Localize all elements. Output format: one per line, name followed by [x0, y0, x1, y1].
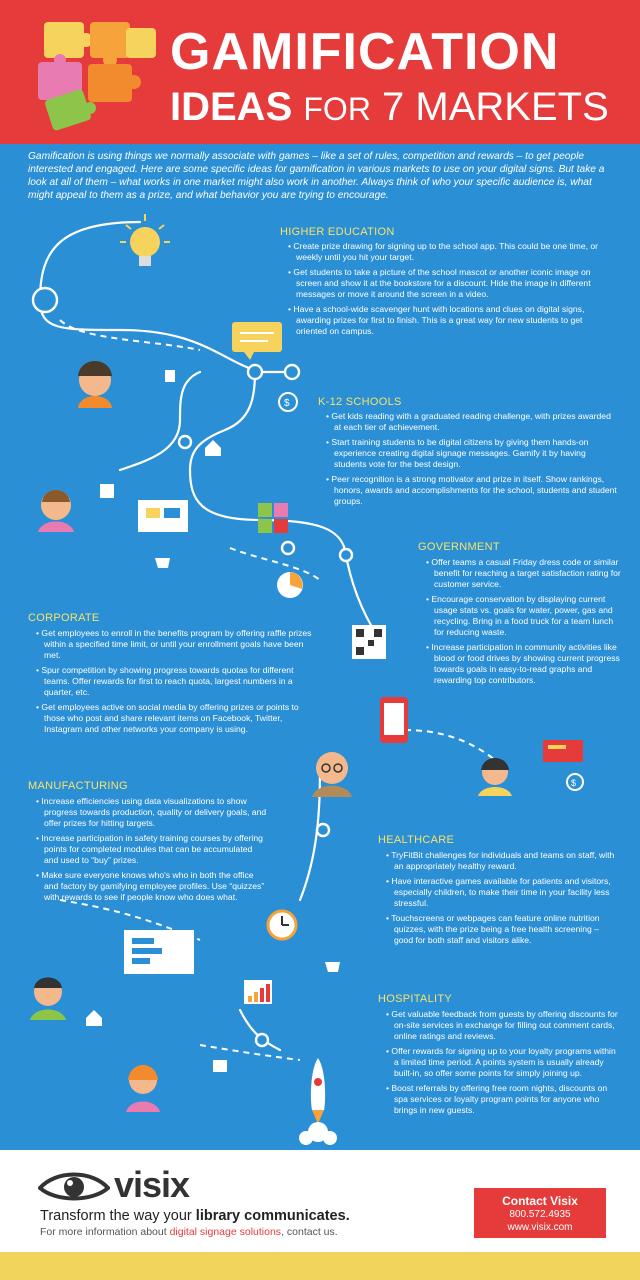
list-item: • Touchscreens or webpages can feature online nutrition quizzes, with the prize being a free health screening – good for both staff and visitors alike.	[386, 913, 618, 946]
list-item: • TryFitBit challenges for individuals and teams on staff, with an appropriately healthy reward.	[386, 850, 618, 872]
government-list	[426, 557, 622, 690]
tagline-bold: library communicates.	[195, 1208, 350, 1224]
list-item: • Increase efficiencies using data visualizations to show progress towards production, quality or delivery goals, and offer prizes for hitting targets.	[36, 796, 268, 829]
section-title-hospitality: HOSPITALITY	[378, 993, 452, 1005]
list-item: • Have a school-wide scavenger hunt with locations and clues on digital signs, awarding prizes for first to finish. This is a great way for new students to get oriented on campus.	[288, 304, 612, 337]
list-item: • Create prize drawing for signing up to the school app. This could be one time, or weekly until you hit your target.	[288, 241, 612, 263]
visix-eye-logo-icon	[38, 1168, 110, 1204]
list-item: • Get employees active on social media by offering prizes or points to those who post and share relevant items on Facebook, Twitter, Instagram and other networks your company is using.	[36, 702, 318, 735]
contact-website[interactable]: www.visix.com	[507, 1222, 573, 1233]
title-subline	[170, 84, 630, 132]
k12-schools-list	[326, 411, 618, 511]
visix-logo-text[interactable]: visix	[114, 1164, 190, 1205]
list-item: • Peer recognition is a strong motivator and prize in itself. Show rankings, honors, awards and accomplishments for the school, students and student groups.	[326, 474, 618, 507]
list-item: • Start training students to be digital citizens by giving them hands-on experience creating digital signage messages. Gamify it by having students vote for the best design.	[326, 437, 618, 470]
sub-post: , contact us.	[281, 1226, 338, 1238]
title-ideas: IDEAS	[170, 85, 293, 129]
footer-tagline	[40, 1208, 350, 1224]
title-gamification: GAMIFICATION	[170, 23, 560, 81]
list-item: • Offer rewards for signing up to your loyalty programs within a limited time period. A points system is usually already built-in, so offer some points for simply joining up.	[386, 1046, 622, 1079]
list-item: • Get kids reading with a graduated reading challenge, with prizes awarded at each tier of achievement.	[326, 411, 618, 433]
sub-pre: For more information about	[40, 1226, 170, 1238]
list-item: • Increase participation in safety training courses by offering points for completed modules that can be accumulated and used to “buy” prizes.	[36, 833, 268, 866]
section-title-healthcare: HEALTHCARE	[378, 834, 455, 846]
list-item: • Have interactive games available for patients and visitors, especially children, to make their time in your facility less stressful.	[386, 876, 618, 909]
contact-title: Contact Visix	[502, 1194, 578, 1208]
svg-text:$: $	[284, 398, 290, 409]
healthcare-list	[386, 850, 618, 950]
list-item: • Spur competition by showing progress towards quotas for different teams. Offer rewards for first to reach quota, largest numbers in a quarter, etc.	[36, 665, 318, 698]
tagline-pre: Transform the way your	[40, 1208, 196, 1224]
puzzle-pieces-icon	[34, 16, 164, 132]
header-banner	[0, 0, 640, 144]
list-item: • Get students to take a picture of the school mascot or another iconic image on screen and show it at the bookstore for a discount. Hide the image in different messages or move it around the screen in a video.	[288, 267, 612, 300]
contact-phone[interactable]: 800.572.4935	[509, 1209, 571, 1220]
contact-box[interactable]	[474, 1188, 606, 1238]
section-title-higher-education: HIGHER EDUCATION	[280, 226, 395, 238]
section-title-government: GOVERNMENT	[418, 541, 500, 553]
list-item: • Increase participation in community activities like blood or food drives by showing current progress towards goals in easy-to-read graphs and rewarding top contributors.	[426, 642, 622, 686]
manufacturing-list	[36, 796, 268, 907]
footer-strip	[0, 1252, 640, 1280]
footer-subtext	[40, 1226, 338, 1238]
lightbulb-icon	[120, 214, 170, 266]
title-for: FOR	[303, 91, 371, 127]
svg-text:$: $	[571, 778, 577, 788]
higher-education-list	[288, 241, 612, 341]
section-title-manufacturing: MANUFACTURING	[28, 780, 128, 792]
hospitality-list	[386, 1009, 622, 1120]
list-item: • Boost referrals by offering free room nights, discounts on spa services or loyalty program points for anyone who brings in new guests.	[386, 1083, 622, 1116]
list-item: • Make sure everyone knows who's who in both the office and factory by gamifying employee profiles. Use “quizzes” with rewards to see if people know who does what.	[36, 870, 268, 903]
list-item: • Get employees to enroll in the benefits program by offering raffle prizes within a specified time limit, or until your enrollment goals have been met.	[36, 628, 318, 661]
list-item: • Offer teams a casual Friday dress code or similar benefit for reaching a target satisfaction rating for customer service.	[426, 557, 622, 590]
intro-paragraph: Gamification is using things we normally associate with games – like a set of rules, competition and rewards – to get people interested and engaged. Here are some specific ideas for gamification in various markets to use on your digital signs. But take a look at all of them – what works in one market might also work in another. Always think of who your specific audience is, what might appeal to them as a prize, and what behavior you are trying to encourage.	[28, 151, 605, 201]
corporate-list	[36, 628, 318, 739]
list-item: • Get valuable feedback from guests by offering discounts for on-site services in exchange for filling out comment cards, online ratings and reviews.	[386, 1009, 622, 1042]
list-item: • Encourage conservation by displaying current usage stats vs. goals for water, power, gas and recycling. Bring in a food truck for a team lunch for reducing waste.	[426, 594, 622, 638]
digital-signage-link[interactable]: digital signage solutions	[169, 1226, 282, 1238]
section-title-k12-schools: K-12 SCHOOLS	[318, 396, 402, 408]
section-title-corporate: CORPORATE	[28, 612, 100, 624]
title-markets: 7 MARKETS	[382, 85, 609, 129]
